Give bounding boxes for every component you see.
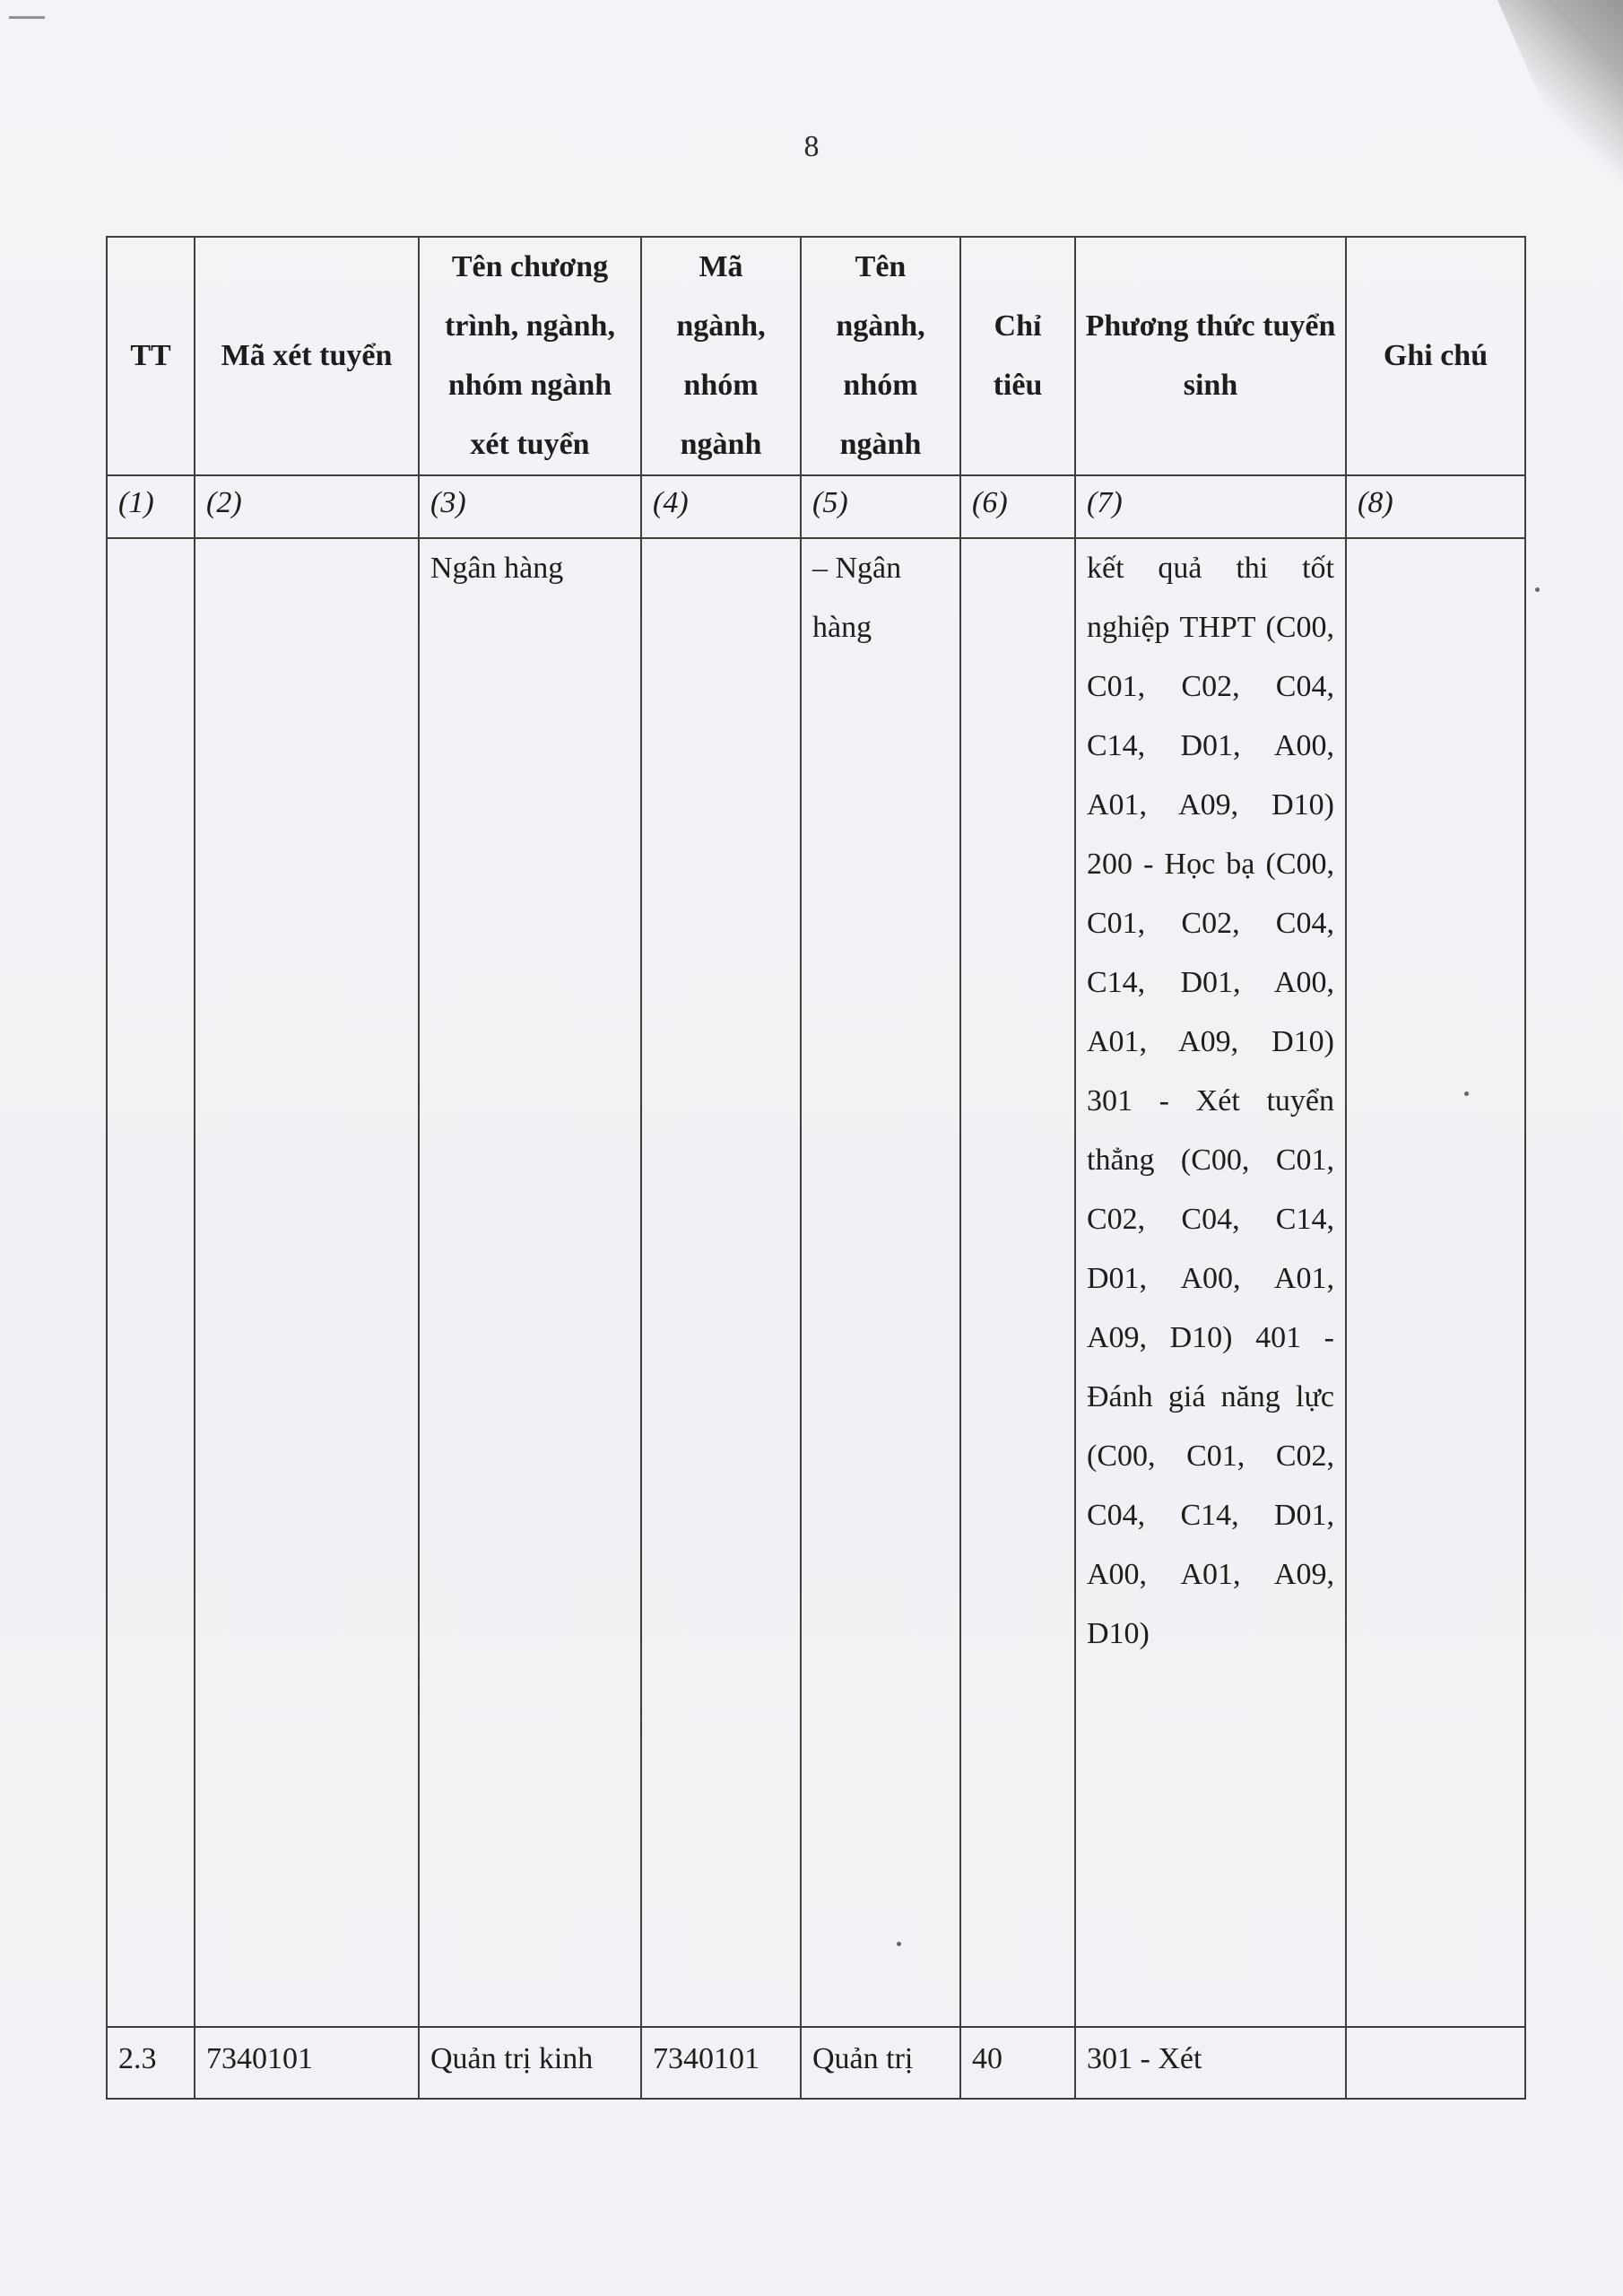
page-number: 8 [803,130,820,163]
cell-program-name: Quản trị kinh [419,2027,641,2099]
cell-tt [107,538,195,2027]
header-note: Ghi chú [1346,237,1525,475]
header-quota: Chỉ tiêu [960,237,1075,475]
header-major-name: Tên ngành, nhóm ngành [801,237,960,475]
column-number: (7) [1075,475,1346,538]
column-number: (4) [641,475,801,538]
cell-major-code: 7340101 [641,2027,801,2099]
scan-speck [897,1942,901,1946]
column-number: (5) [801,475,960,538]
table-header-row [107,237,1525,475]
scan-speck [1535,587,1540,592]
column-number: (3) [419,475,641,538]
cell-quota [960,538,1075,2027]
cell-admission-method: kết quả thi tốt nghiệp THPT (C00, C01, C02, C04, C14, D01, A00, A01, A09, D10) 200 - Học bạ (C00, C01, C02, C04, C14, D01, A00, A01, A09, D10) 301 - Xét tuyển thẳng (C00, C01, C02, C04, C14, D01, A00, A01, A09, D10) 401 - Đánh giá năng lực (C00, C01, C02, C04, C14, D01, A00, A01, A09, D10) [1075,538,1346,2027]
cell-major-name: Quản trị [801,2027,960,2099]
admission-table [106,236,1526,2100]
header-admission-code: Mã xét tuyển [195,237,419,475]
cell-admission-code: 7340101 [195,2027,419,2099]
header-admission-method: Phương thức tuyển sinh [1075,237,1346,475]
scan-edge-mark [9,16,45,19]
table-row [107,538,1525,2027]
cell-note [1346,538,1525,2027]
cell-quota: 40 [960,2027,1075,2099]
cell-admission-method: 301 - Xét [1075,2027,1346,2099]
column-number: (6) [960,475,1075,538]
cell-major-name: – Ngân hàng [801,538,960,2027]
cell-program-name: Ngân hàng [419,538,641,2027]
header-tt: TT [107,237,195,475]
column-number: (8) [1346,475,1525,538]
table-row [107,2027,1525,2099]
column-number: (2) [195,475,419,538]
column-number: (1) [107,475,195,538]
scan-speck [1464,1091,1469,1096]
column-number-row [107,475,1525,538]
header-program-name: Tên chương trình, ngành, nhóm ngành xét tuyển [419,237,641,475]
header-major-code: Mã ngành, nhóm ngành [641,237,801,475]
cell-major-code [641,538,801,2027]
cell-tt: 2.3 [107,2027,195,2099]
cell-admission-code [195,538,419,2027]
cell-note [1346,2027,1525,2099]
